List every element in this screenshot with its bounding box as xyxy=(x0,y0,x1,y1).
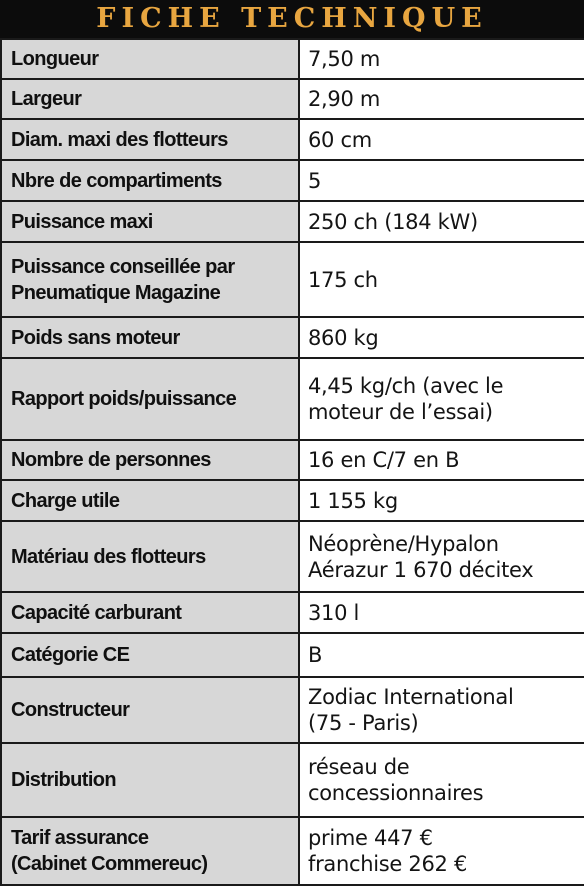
table-row xyxy=(1,592,584,633)
row-label-distribution: Distribution xyxy=(1,743,299,817)
table-row xyxy=(1,521,584,592)
table-row xyxy=(1,633,584,677)
row-label-categorie: Catégorie CE xyxy=(1,633,299,677)
table-row xyxy=(1,743,584,817)
row-value-puissance-conseillee: 175 ch xyxy=(299,242,584,317)
row-label-puissance-conseillee: Puissance conseillée par Pneumatique Magazine xyxy=(1,242,299,317)
row-value-compartiments: 5 xyxy=(299,160,584,201)
table-row xyxy=(1,317,584,358)
row-value-carburant: 310 l xyxy=(299,592,584,633)
row-label-tarif: Tarif assurance (Cabinet Commereuc) xyxy=(1,817,299,885)
table-row xyxy=(1,440,584,480)
table-row xyxy=(1,480,584,521)
row-value-puissance-maxi: 250 ch (184 kW) xyxy=(299,201,584,242)
table-row xyxy=(1,242,584,317)
row-value-personnes: 16 en C/7 en B xyxy=(299,440,584,480)
row-value-poids: 860 kg xyxy=(299,317,584,358)
row-label-diametre: Diam. maxi des flotteurs xyxy=(1,119,299,160)
row-value-distribution: réseau de concessionnaires xyxy=(299,743,584,817)
row-value-diametre: 60 cm xyxy=(299,119,584,160)
row-value-rapport: 4,45 kg/ch (avec le moteur de l’essai) xyxy=(299,358,584,440)
row-label-puissance-maxi: Puissance maxi xyxy=(1,201,299,242)
table-row xyxy=(1,201,584,242)
row-label-rapport: Rapport poids/puissance xyxy=(1,358,299,440)
table-row xyxy=(1,119,584,160)
sheet-title: FICHE TECHNIQUE xyxy=(0,0,584,38)
table-row xyxy=(1,677,584,743)
row-value-categorie: B xyxy=(299,633,584,677)
row-value-constructeur: Zodiac International (75 - Paris) xyxy=(299,677,584,743)
table-row xyxy=(1,358,584,440)
row-value-charge: 1 155 kg xyxy=(299,480,584,521)
row-label-charge: Charge utile xyxy=(1,480,299,521)
row-label-materiau: Matériau des flotteurs xyxy=(1,521,299,592)
row-label-largeur: Largeur xyxy=(1,79,299,119)
table-row xyxy=(1,160,584,201)
table-row xyxy=(1,39,584,79)
row-value-materiau: Néoprène/Hypalon Aérazur 1 670 décitex xyxy=(299,521,584,592)
spec-table xyxy=(0,38,584,886)
row-value-tarif: prime 447 € franchise 262 € xyxy=(299,817,584,885)
row-label-longueur: Longueur xyxy=(1,39,299,79)
row-label-constructeur: Constructeur xyxy=(1,677,299,743)
row-value-largeur: 2,90 m xyxy=(299,79,584,119)
row-label-poids: Poids sans moteur xyxy=(1,317,299,358)
table-row xyxy=(1,79,584,119)
table-row xyxy=(1,817,584,885)
row-value-longueur: 7,50 m xyxy=(299,39,584,79)
row-label-carburant: Capacité carburant xyxy=(1,592,299,633)
row-label-compartiments: Nbre de compartiments xyxy=(1,160,299,201)
row-label-personnes: Nombre de personnes xyxy=(1,440,299,480)
